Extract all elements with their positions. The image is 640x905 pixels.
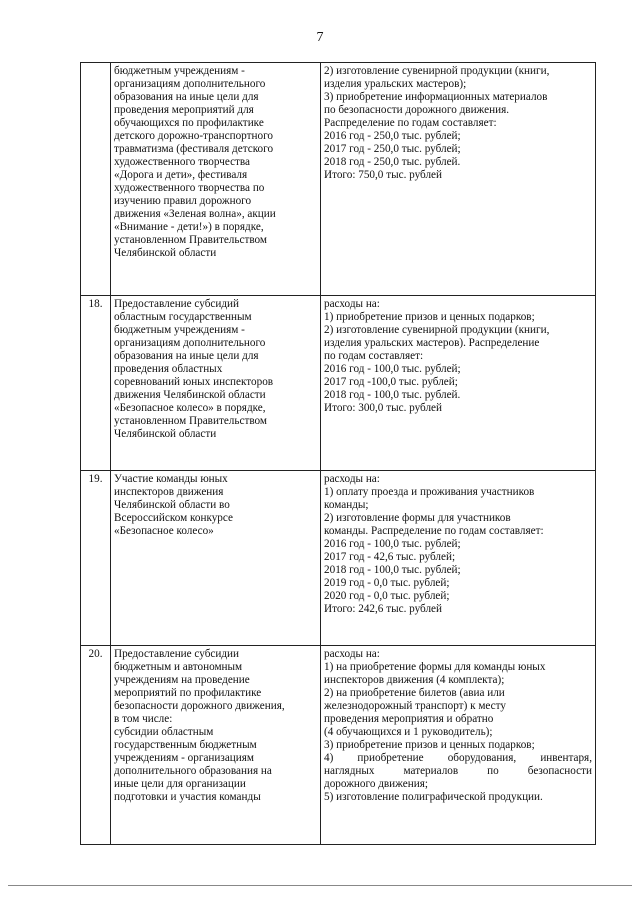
- description-line: Челябинской области: [114, 247, 217, 259]
- description-line: движения Челябинской области: [114, 389, 266, 401]
- table-body: [81, 63, 596, 845]
- description-line: образования на иные цели для: [114, 350, 259, 362]
- expense-line: по годам составляет:: [324, 350, 424, 362]
- bottom-divider: [8, 885, 632, 886]
- description-line: Участие команды юных: [114, 473, 228, 485]
- description-line: Всероссийском конкурсе: [114, 512, 233, 524]
- expense-line: (4 обучающихся и 1 руководитель);: [324, 726, 493, 738]
- description-line: проведения областных: [114, 363, 223, 375]
- measure-description: [111, 296, 321, 471]
- expense-line: команды. Распределение по годам составляет:: [324, 525, 544, 537]
- expense-line: 2016 год - 100,0 тыс. рублей;: [324, 538, 461, 550]
- description-line: областным государственным: [114, 311, 252, 323]
- expense-line: 2017 год - 42,6 тыс. рублей;: [324, 551, 456, 563]
- expense-line: 3) приобретение информационных материалов: [324, 91, 548, 103]
- expense-line: 2) изготовление сувенирной продукции (книги,: [324, 324, 550, 336]
- page-number: 7: [316, 30, 324, 45]
- description-line: государственным бюджетным: [114, 739, 257, 751]
- measure-expenses: [321, 296, 596, 471]
- row-number: 19.: [81, 471, 111, 646]
- description-line: организациям дополнительного: [114, 78, 266, 90]
- description-line: «Безопасное колесо» в порядке,: [114, 402, 266, 414]
- expense-line: 2019 год - 0,0 тыс. рублей;: [324, 577, 450, 589]
- measure-expenses: [321, 63, 596, 296]
- expense-line: 2016 год - 100,0 тыс. рублей;: [324, 363, 461, 375]
- expense-line: изделия уральских мастеров);: [324, 78, 467, 90]
- expense-line: 2) изготовление формы для участников: [324, 512, 511, 524]
- description-line: художественного творчества: [114, 156, 251, 168]
- row-number: [81, 63, 111, 296]
- expense-line: по безопасности дорожного движения.: [324, 104, 510, 116]
- expense-line: 2018 год - 100,0 тыс. рублей.: [324, 389, 461, 401]
- expense-line: наглядных материалов по безопасности: [324, 765, 592, 777]
- table-row: [81, 296, 596, 471]
- expense-line: 2) изготовление сувенирной продукции (книги,: [324, 65, 550, 77]
- row-number: 20.: [81, 646, 111, 845]
- expense-line: 1) оплату проезда и проживания участников: [324, 486, 535, 498]
- description-line: дополнительного образования на: [114, 765, 272, 777]
- expense-line: 1) приобретение призов и ценных подарков;: [324, 311, 535, 323]
- description-line: подготовки и участия команды: [114, 791, 261, 803]
- description-line: изучению правил дорожного: [114, 195, 252, 207]
- description-line: бюджетным учреждениям -: [114, 65, 245, 77]
- expense-line: 4) приобретение оборудования, инвентаря,: [324, 752, 592, 764]
- expense-line: Распределение по годам составляет:: [324, 117, 497, 129]
- description-line: обучающихся по профилактике: [114, 117, 264, 129]
- expense-line: Итого: 242,6 тыс. рублей: [324, 603, 442, 615]
- expense-line: 2016 год - 250,0 тыс. рублей;: [324, 130, 461, 142]
- expense-line: изделия уральских мастеров). Распределение: [324, 337, 540, 349]
- description-line: «Внимание - дети!») в порядке,: [114, 221, 264, 233]
- table-row: [81, 471, 596, 646]
- expense-line: 3) приобретение призов и ценных подарков;: [324, 739, 535, 751]
- expense-line: 2020 год - 0,0 тыс. рублей;: [324, 590, 450, 602]
- description-line: учреждениям на проведение: [114, 674, 250, 686]
- description-line: установленном Правительством: [114, 234, 268, 246]
- description-line: детского дорожно-транспортного: [114, 130, 273, 142]
- measure-description: [111, 646, 321, 845]
- expense-line: 2017 год - 250,0 тыс. рублей;: [324, 143, 461, 155]
- description-line: соревнований юных инспекторов: [114, 376, 274, 388]
- expense-line: расходы на:: [324, 473, 380, 485]
- description-line: Челябинской области во: [114, 499, 230, 511]
- expense-line: Итого: 750,0 тыс. рублей: [324, 169, 442, 181]
- description-line: «Дорога и дети», фестиваля: [114, 169, 248, 181]
- expense-line: железнодорожный транспорт) к месту: [324, 700, 506, 712]
- measure-expenses: [321, 471, 596, 646]
- expense-line: расходы на:: [324, 298, 380, 310]
- expense-line: 2) на приобретение билетов (авиа или: [324, 687, 505, 699]
- expense-line: 2018 год - 250,0 тыс. рублей.: [324, 156, 461, 168]
- row-number: 18.: [81, 296, 111, 471]
- description-line: образования на иные цели для: [114, 91, 259, 103]
- description-line: бюджетным учреждениям -: [114, 324, 245, 336]
- description-line: в том числе:: [114, 713, 173, 725]
- measure-description: [111, 63, 321, 296]
- measure-description: [111, 471, 321, 646]
- expense-line: 2018 год - 100,0 тыс. рублей;: [324, 564, 461, 576]
- expense-line: 1) на приобретение формы для команды юных: [324, 661, 546, 673]
- description-line: «Безопасное колесо»: [114, 525, 214, 537]
- measures-table: [80, 62, 596, 845]
- description-line: безопасности дорожного движения,: [114, 700, 285, 712]
- table-row: [81, 646, 596, 845]
- description-line: Предоставление субсидий: [114, 298, 240, 310]
- description-line: Челябинской области: [114, 428, 217, 440]
- description-line: травматизма (фестиваля детского: [114, 143, 274, 155]
- description-line: организациям дополнительного: [114, 337, 266, 349]
- description-line: инспекторов движения: [114, 486, 224, 498]
- description-line: иные цели для организации: [114, 778, 246, 790]
- expense-line: расходы на:: [324, 648, 380, 660]
- table-row: [81, 63, 596, 296]
- description-line: Предоставление субсидии: [114, 648, 240, 660]
- measure-expenses: [321, 646, 596, 845]
- description-line: субсидии областным: [114, 726, 214, 738]
- description-line: проведения мероприятий для: [114, 104, 254, 116]
- expense-line: инспекторов движения (4 комплекта);: [324, 674, 505, 686]
- description-line: движения «Зеленая волна», акции: [114, 208, 276, 220]
- expense-line: 2017 год -100,0 тыс. рублей;: [324, 376, 458, 388]
- expense-line: 5) изготовление полиграфической продукции.: [324, 791, 543, 803]
- expense-line: Итого: 300,0 тыс. рублей: [324, 402, 442, 414]
- description-line: художественного творчества по: [114, 182, 265, 194]
- expense-line: дорожного движения;: [324, 778, 428, 790]
- description-line: бюджетным и автономным: [114, 661, 243, 673]
- description-line: установленном Правительством: [114, 415, 268, 427]
- description-line: учреждениям - организациям: [114, 752, 254, 764]
- expense-line: проведения мероприятия и обратно: [324, 713, 494, 725]
- expense-line: команды;: [324, 499, 369, 511]
- description-line: мероприятий по профилактике: [114, 687, 262, 699]
